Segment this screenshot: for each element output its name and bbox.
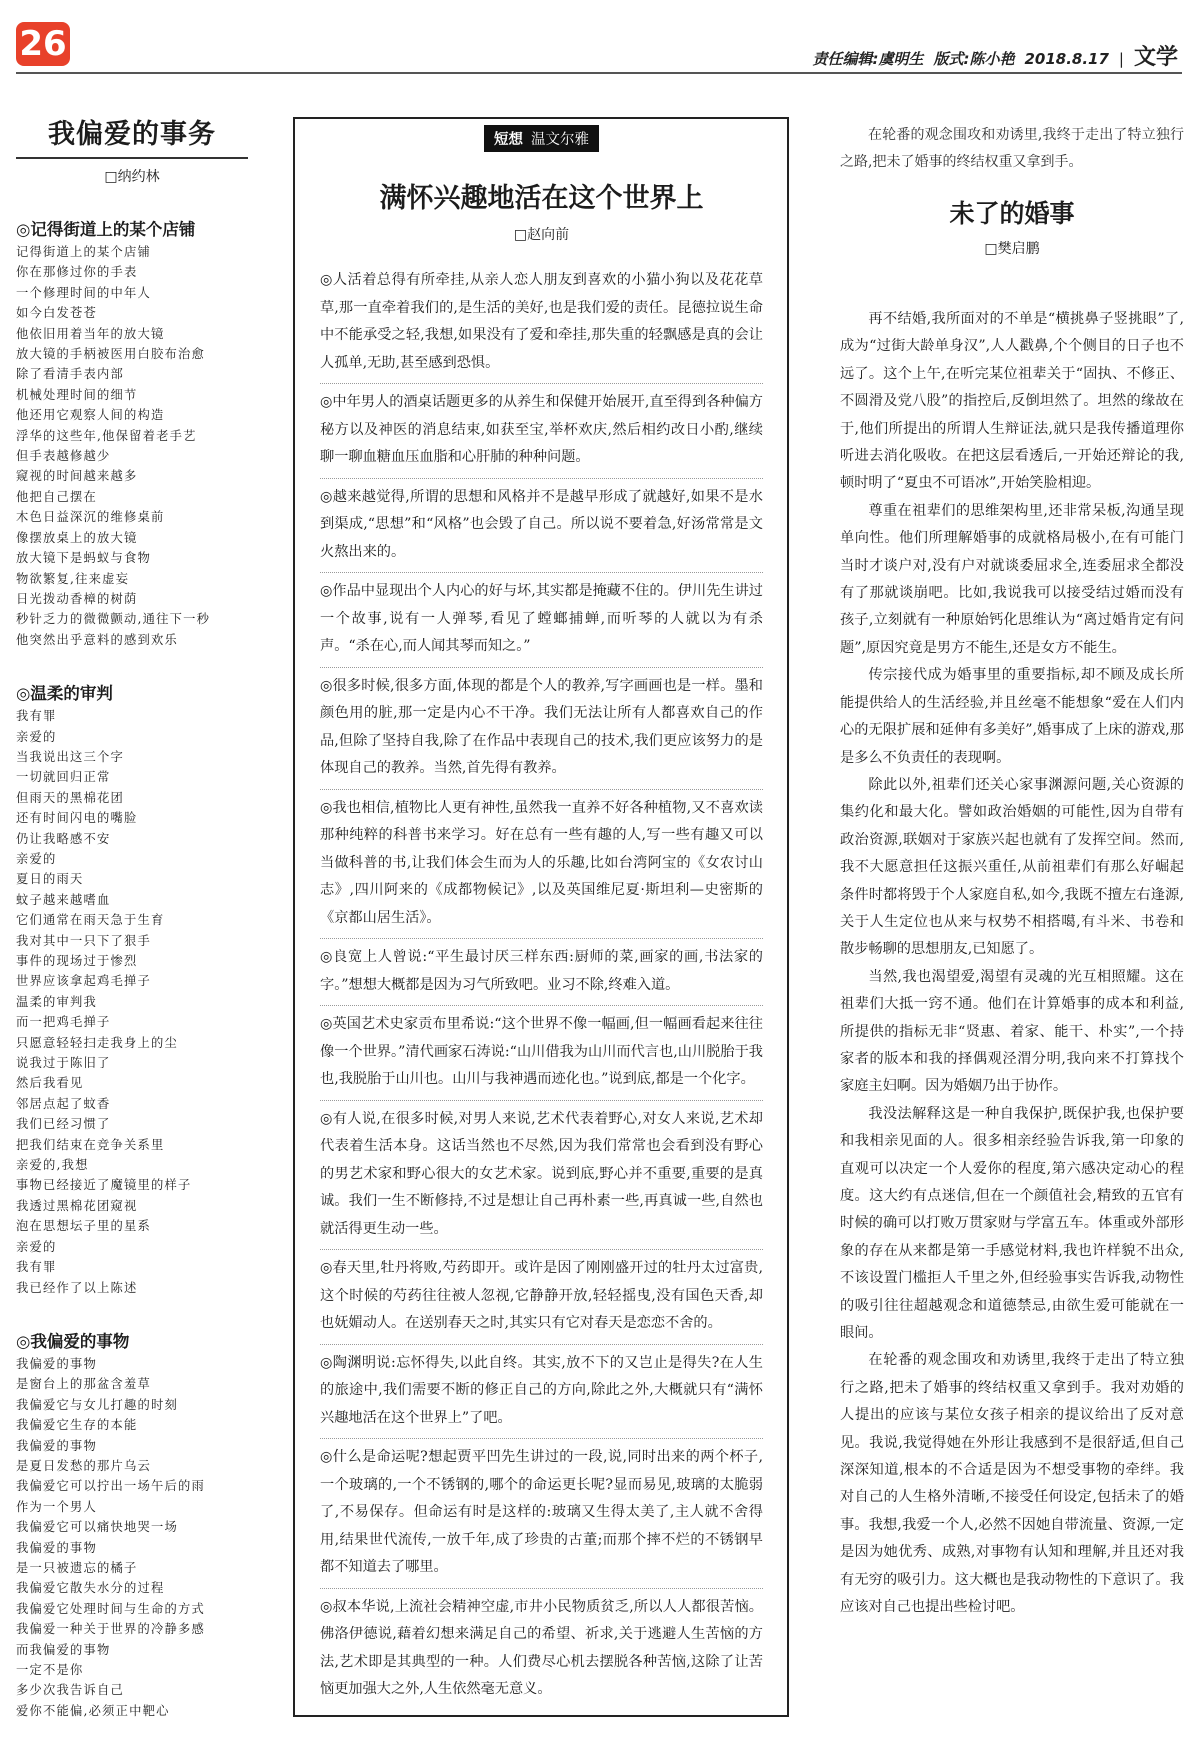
center-article-body [320, 262, 763, 1710]
poem-line: 我偏爱的事物 [16, 1540, 97, 1555]
poem-line: 我偏爱它与女儿打趣的时刻 [16, 1397, 178, 1412]
center-paragraph: ◎良宽上人曾说:“平生最讨厌三样东西:厨师的菜,画家的画,书法家的字。”想想大概都是因为习气所致吧。业习不除,终难入道。 [320, 939, 763, 1006]
poem-line: 我偏爱一种关于世界的冷静多感 [16, 1622, 205, 1637]
poem-line: 记得街道上的某个店铺 [16, 245, 151, 259]
center-paragraph: ◎有人说,在很多时候,对男人来说,艺术代表着野心,对女人来说,艺术却代表着生活本身。这话当然也不尽然,因为我们常常也会看到没有野心的男艺术家和野心很大的女艺术家。说到底,野心并不重要,重要的是真诚。我们一生不断修持,不过是想让自己再朴素一些,再真诚一些,自然也就活得更生动一些。 [320, 1101, 763, 1251]
poem-line: 放大镜下是蚂蚁与食物 [16, 551, 151, 566]
poem-title: ◎我偏爱的事物 [16, 1331, 130, 1351]
poem-line: 我已经作了以上陈述 [16, 1280, 138, 1295]
poem-line: 我偏爱它处理时间与生命的方式 [16, 1601, 205, 1616]
masthead-divider: | [1118, 50, 1124, 68]
page-number: 26 [16, 22, 70, 66]
right-paragraph: 尊重在祖辈们的思维架构里,还非常呆板,沟通呈现单向性。他们所理解婚事的成就格局极小,在有可能门当时才谈户对,没有户对就谈委屈求全,连委屈求全都没有了那就谈崩吧。比如,我说我可以接受结过婚而没有孩子,立刻就有一种原始钙化思维认为“离过婚肯定有问题”,原因究竟是男方不能生,还是女方不能生。 [840, 502, 1184, 656]
right-article-title: 未了的婚事 [949, 199, 1075, 228]
right-article-author: □樊启鹏 [984, 241, 1040, 257]
masthead [812, 40, 1178, 71]
poem-line: 是一只被遗忘的橘子 [16, 1560, 138, 1575]
poem-line: 一定不是你 [16, 1663, 84, 1677]
poem-line: 还有时间闪电的嘴脸 [16, 811, 138, 826]
right-paragraph: 传宗接代成为婚事里的重要指标,却不顾及成长所能提供给人的生活经验,并且丝毫不能想象“爱在人们内心的无限扩展和延伸有多美好”,婚事成了上床的游戏,那是多么不负责任的表现啊。 [840, 667, 1184, 766]
poem-line: 他把自己摆在 [16, 489, 97, 504]
poem-line: 一个修理时间的中年人 [16, 285, 151, 300]
poem-title: ◎温柔的审判 [16, 684, 113, 704]
section-name: 文学 [1133, 45, 1178, 70]
poem-line: 是夏日发愁的那片乌云 [16, 1458, 151, 1473]
poem-line: 我有罪 [16, 1260, 57, 1275]
poem-line: 但雨天的黑棉花团 [16, 790, 124, 805]
poem-line: 夏日的雨天 [16, 872, 84, 887]
center-article-title: 满怀兴趣地活在这个世界上 [379, 183, 704, 214]
left-article-author: □纳约林 [104, 169, 160, 185]
poem-line: 日光拨动香樟的树荫 [16, 591, 138, 606]
center-paragraph: ◎英国艺术史家贡布里希说:“这个世界不像一幅画,但一幅画看起来往往像一个世界。”清代画家石涛说:“山川借我为山川而代言也,山川脱胎于我也,我脱胎于山川也。山川与我神遇而迹化也。”说到底,都是一个化字。 [320, 1006, 763, 1101]
poem-title: ◎记得街道上的某个店铺 [16, 220, 196, 239]
center-article-author: □赵向前 [513, 227, 570, 243]
poem-line: 我偏爱它可以拧出一场午后的雨 [16, 1479, 205, 1494]
poem-line: 我透过黑棉花团窥视 [16, 1198, 138, 1213]
poem-line: 而一把鸡毛掸子 [16, 1015, 111, 1030]
poem-line: 他还用它观察人间的构造 [16, 408, 165, 423]
column-tag [484, 125, 599, 152]
poem-line: 窥视的时间越来越多 [16, 469, 138, 484]
poem-line: 我偏爱的事物 [16, 1356, 97, 1371]
poem-line: 当我说出这三个字 [16, 749, 124, 764]
right-column [840, 122, 1184, 1622]
center-paragraph: ◎很多时候,很多方面,体现的都是个人的教养,写字画画也是一样。墨和颜色用的脏,那一定是内心不干净。我们无法让所有人都喜欢自己的作品,但除了坚持自我,除了在作品中表现自己的技术,我们更应该努力的是体现自己的教养。当然,首先得有教养。 [320, 668, 763, 790]
poem-line: 你在那修过你的手表 [16, 265, 138, 280]
poem-list [16, 216, 248, 1721]
center-paragraph: ◎中年男人的酒桌话题更多的从养生和保健开始展开,直至得到各种偏方秘方以及神医的消息结束,如获至宝,举杯欢庆,然后相约改日小酌,继续聊一聊血糖血压血脂和心肝肺的种种问题。 [320, 384, 763, 479]
poem-line: 我偏爱的事物 [16, 1438, 97, 1453]
poem-line: 世界应该拿起鸡毛掸子 [16, 974, 151, 989]
poem-line: 作为一个男人 [16, 1499, 97, 1514]
poem-line: 如今白发苍苍 [16, 306, 97, 321]
poem-line: 机械处理时间的细节 [16, 387, 138, 402]
poem-line: 亲爱的,我想 [16, 1158, 89, 1173]
poem-line: 只愿意轻轻扫走我身上的尘 [16, 1035, 178, 1050]
poem-line: 多少次我告诉自己 [16, 1683, 124, 1698]
poem-line: 我有罪 [16, 709, 57, 724]
right-paragraph: 在轮番的观念围攻和劝诱里,我终于走出了特立独行之路,把未了婚事的终结权重又拿到手。我对劝婚的人提出的应该与某位女孩子相亲的提议给出了反对意见。我说,我觉得她在外形让我感到不是很舒适,但自己深深知道,根本的不合适是因为不想受事物的牵绊。我对自己的人生格外清晰,不接受任何设定,包括未了的婚事。我想,我爱一个人,必然不因她自带流量、资源,一定是因为她优秀、成熟,对事物有认知和理解,并且还对我有无穷的吸引力。这大概也是我动物性的下意识了。我应该对自己也提出些检讨吧。 [840, 1352, 1184, 1616]
poem-line: 事物已经接近了魔镜里的样子 [16, 1178, 192, 1193]
poem-line: 我偏爱它可以痛快地哭一场 [16, 1520, 178, 1535]
center-paragraph: ◎人活着总得有所牵挂,从亲人恋人朋友到喜欢的小猫小狗以及花花草草,那一直牵着我们的,是生活的美好,也是我们爱的责任。昆德拉说生命中不能承受之轻,我想,如果没有了爱和牵挂,那失重的轻飘感是真的会让人孤单,无助,甚至感到恐惧。 [320, 262, 763, 384]
poem-line: 邻居点起了蚊香 [16, 1096, 111, 1111]
poem-line: 一切就回归正常 [16, 770, 111, 785]
right-article-body [840, 306, 1184, 1622]
poem-line: 我偏爱它生存的本能 [16, 1418, 138, 1433]
poem-line: 秒针乏力的微微颤动,通往下一秒 [16, 612, 211, 627]
right-paragraph: 我没法解释这是一种自我保护,既保护我,也保护要和我相亲见面的人。很多相亲经验告诉我,第一印象的直观可以决定一个人爱你的程度,第六感决定动心的程度。这大约有点迷信,但在一个颜值社会,精致的五官有时候的确可以打败万贯家财与学富五车。体重或外部形象的存在从来都是第一手感觉材料,我也许样貌不出众,不该设置门槛拒人千里之外,但经验事实告诉我,动物性的吸引往往超越观念和道德禁忌,由欲生爱可能就在一眼间。 [840, 1105, 1184, 1342]
header-rule [16, 72, 1182, 74]
poem-line: 亲爱的 [16, 1239, 57, 1254]
right-paragraph: 除此以外,祖辈们还关心家事渊源问题,关心资源的集约化和最大化。譬如政治婚姻的可能性,因为自带有政治资源,联姻对于家族兴起也就有了发挥空间。然而,我不大愿意担任这振兴重任,从前祖辈们有那么好崛起条件时都将毁于个人家庭自私,如今,我既不擅左右逢源,关于人生定位也从来与权势不相搭噶,有斗米、书卷和散步畅聊的思想朋友,已知愿了。 [840, 776, 1184, 958]
poem-line: 泡在思想坛子里的星系 [16, 1219, 151, 1234]
poem-line: 他突然出乎意料的感到欢乐 [16, 632, 178, 647]
editor-credit: 责任编辑:虞明生 [812, 50, 924, 68]
layout-credit: 版式:陈小艳 [933, 50, 1015, 68]
poem-line: 物欲繁复,往来虚妄 [16, 571, 130, 586]
poem-line: 我们已经习惯了 [16, 1117, 111, 1132]
poem-line: 我偏爱它散失水分的过程 [16, 1581, 165, 1596]
poem-line: 除了看清手表内部 [16, 367, 124, 382]
center-paragraph: ◎陶渊明说:忘怀得失,以此自终。其实,放不下的又岂止是得失?在人生的旅途中,我们需要不断的修正自己的方向,除此之外,大概就只有“满怀兴趣地活在这个世界上”了吧。 [320, 1345, 763, 1440]
poem-line: 亲爱的 [16, 851, 57, 866]
left-article-title: 我偏爱的事务 [16, 112, 248, 159]
center-paragraph: ◎越来越觉得,所谓的思想和风格并不是越早形成了就越好,如果不是水到渠成,“思想”和“风格”也会毁了自己。所以说不要着急,好汤常常是文火熬出来的。 [320, 479, 763, 574]
center-paragraph: ◎春天里,牡丹将败,芍药即开。或许是因了刚刚盛开过的牡丹太过富贵,这个时候的芍药往往被人忽视,它静静开放,轻轻摇曳,没有国色天香,却也妩媚动人。在送别春天之时,其实只有它对春天是恋恋不舍的。 [320, 1250, 763, 1345]
center-column [293, 117, 789, 1717]
center-paragraph: ◎叔本华说,上流社会精神空虚,市井小民物质贫乏,所以人人都很苦恼。佛洛伊德说,藉着幻想来满足自己的希望、祈求,关于逃避人生苦恼的方法,艺术即是其典型的一种。人们费尽心机去摆脱各种苦恼,这除了让苦恼更加强大之外,人生依然毫无意义。 [320, 1598, 763, 1697]
poem-line: 把我们结束在竞争关系里 [16, 1137, 165, 1152]
center-paragraph: ◎我也相信,植物比人更有神性,虽然我一直养不好各种植物,又不喜欢读那种纯粹的科普书来学习。好在总有一些有趣的人,写一些有趣又可以当做科普的书,让我们体会生而为人的乐趣,比如台湾阿宝的《女农讨山志》,四川阿来的《成都物候记》,以及英国维尼夏·斯坦利—史密斯的《京都山居生活》。 [320, 790, 763, 940]
poem-line: 但手表越修越少 [16, 449, 111, 464]
poem-line: 事件的现场过于惨烈 [16, 954, 138, 968]
poem-line: 温柔的审判我 [16, 994, 97, 1009]
center-paragraph: ◎什么是命运呢?想起贾平凹先生讲过的一段,说,同时出来的两个杯子,一个玻璃的,一个不锈钢的,哪个的命运更长呢?显而易见,玻璃的太脆弱了,不易保存。但命运有时是这样的:玻璃又生得太美了,主人就不舍得用,结果世代流传,一放千年,成了珍贵的古董;而那个摔不烂的不锈钢早都不知道去了哪里。 [320, 1439, 763, 1589]
poem-line: 是窗台上的那盆含羞草 [16, 1377, 151, 1392]
poem-line: 他依旧用着当年的放大镜 [16, 326, 165, 341]
poem-line: 木色日益深沉的维修桌前 [16, 510, 165, 525]
poem-line: 它们通常在雨天急于生育 [16, 913, 165, 928]
poem-line: 说我过于陈旧了 [16, 1056, 111, 1071]
poem-line: 亲爱的 [16, 729, 57, 744]
column-tag-label: 温文尔雅 [531, 132, 589, 148]
left-column [16, 112, 248, 1721]
poem-line: 浮华的这些年,他保留着老手艺 [16, 428, 197, 443]
right-paragraph: 再不结婚,我所面对的不单是“横挑鼻子竖挑眼”了,成为“过街大龄单身汉”,人人戳鼻,个个侧目的日子也不远了。这个上午,在听完某位祖辈关于“固执、不修正、不圆滑及党八股”的指控后,反倒坦然了。坦然的缘故在于,他们所提出的所谓人生辩证法,就只是我传播道理你听进去消化吸收。在把这层看透后,一开始还辩论的我,顿时明了“夏虫不可语冰”,开始笑脸相迎。 [840, 311, 1184, 492]
poem-line: 蚊子越来越嗜血 [16, 892, 111, 907]
poem-line: 像摆放桌上的放大镜 [16, 530, 138, 545]
poem-line: 而我偏爱的事物 [16, 1642, 111, 1657]
center-paragraph: ◎作品中显现出个人内心的好与坏,其实都是掩藏不住的。伊川先生讲过一个故事,说有一人弹琴,看见了螳螂捕蝉,而听琴的人就以为有杀声。“杀在心,而人闻其琴而知之。” [320, 573, 763, 668]
poem-line: 然后我看见 [16, 1076, 84, 1091]
poem-line: 爱你不能偏,必须正中靶心 [16, 1703, 170, 1718]
column-tag-icon: 短想 [494, 132, 523, 148]
poem-line: 仍让我略感不安 [16, 831, 111, 846]
poem-line: 放大镜的手柄被医用白胶布治愈 [16, 347, 205, 362]
issue-date: 2018.8.17 [1024, 50, 1109, 68]
poem-line: 我对其中一只下了狠手 [16, 933, 151, 948]
right-article-lead: 在轮番的观念围攻和劝诱里,我终于走出了特立独行之路,把未了婚事的终结权重又拿到手。 [840, 127, 1184, 170]
right-paragraph: 当然,我也渴望爱,渴望有灵魂的光互相照耀。这在祖辈们大抵一窍不通。他们在计算婚事的成本和利益,所提供的指标无非“贤惠、着家、能干、朴实”,一个持家者的版本和我的择偶观泾渭分明,我向来不打算找个家庭主妇啊。因为婚姻乃出于协作。 [840, 968, 1184, 1095]
